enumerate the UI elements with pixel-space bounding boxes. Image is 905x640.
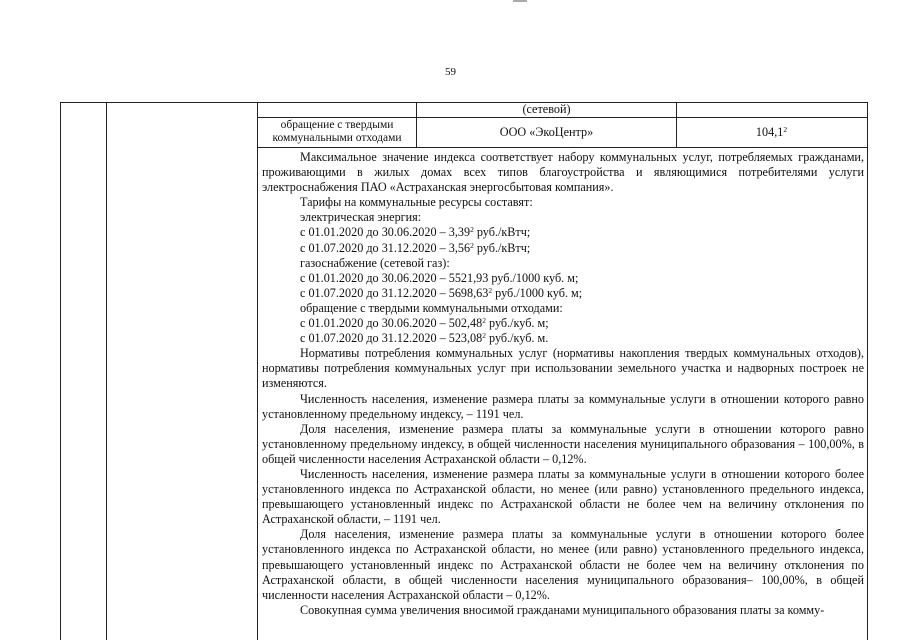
service-line-1: обращение с твердыми: [280, 119, 394, 131]
gas-title: газоснабжение (сетевой газ):: [300, 255, 450, 270]
paragraph-population-1: Численность населения, изменение размера платы за коммунальные услуги в отношении которого равно установленному предельному индексу, – 1191 чел.: [262, 391, 864, 421]
scan-mark: [513, 0, 527, 2]
index-cell: [677, 126, 866, 139]
electricity-title: электрическая энергия:: [300, 210, 422, 225]
electricity-tariff-2: с 01.07.2020 до 31.12.2020 – 3,56$^2$ руб./кВтч;: [300, 240, 531, 255]
index-value: 104,1: [755, 125, 784, 139]
inner-row-border: [257, 117, 867, 118]
tariffs-intro: Тарифы на коммунальные ресурсы составят:: [300, 195, 533, 210]
service-line-2: коммунальными отходами: [272, 132, 402, 144]
waste-tariff-1: с 01.01.2020 до 30.06.2020 – 502,48$^2$ руб./куб. м;: [300, 316, 549, 331]
paragraph-total: Совокупная сумма увеличения вносимой гражданами муниципального образования платы за комму-: [300, 602, 825, 617]
paragraph-norms: Нормативы потребления коммунальных услуг (нормативы накопления твердых коммунальных отходов), нормативы потребления коммунальных услуг при использовании земельного участка и надворных построек не изменяются.: [262, 346, 864, 391]
document-body: [262, 150, 864, 618]
col-divider-2: [257, 102, 258, 640]
waste-title: обращение с твердыми коммунальными отходами:: [300, 300, 563, 315]
provider-cell: ООО «ЭкоЦентр»: [499, 125, 594, 139]
index-footnote: 2: [783, 125, 788, 134]
service-cell-network: (сетевой): [522, 102, 571, 116]
electricity-tariff-1: с 01.01.2020 до 30.06.2020 – 3,39$^2$ руб./кВтч;: [300, 225, 531, 240]
paragraph-population-2: Численность населения, изменение размера платы за коммунальные услуги в отношении которого более установленного индекса по Астраханской области, но менее (или равно) установленного предельного индекса, превышающего установленный индекс по Астраханской области не более чем на величину отклонения по Астраханской области, – 1191 чел.: [262, 466, 864, 527]
paragraph-max-index: Максимальное значение индекса соответствует набору коммунальных услуг, потребляемых гражданами, проживающими в жилых домах всех типов благоустройства и являющимися потребителями услуги электроснабжения ПАО «Астраханская энергосбытовая компания».: [262, 150, 864, 195]
paragraph-share-1: Доля населения, изменение размера платы за коммунальные услуги в отношении которого равно установленному предельному индексу, в общей численности населения муниципального образования – 100,00%, в общей численности населения Астраханской области – 0,12%.: [262, 421, 864, 466]
gas-tariff-2: с 01.07.2020 до 31.12.2020 – 5698,63$^2$ руб./1000 куб. м;: [300, 285, 583, 300]
col-divider-1: [106, 102, 107, 640]
inner-bottom-border: [257, 147, 867, 148]
inner-divider-2: [676, 102, 677, 147]
service-cell-waste: [258, 119, 416, 145]
gas-tariff-1: с 01.01.2020 до 30.06.2020 – 5521,93 руб./1000 куб. м;: [300, 270, 579, 285]
page-number: 59: [445, 66, 456, 78]
waste-tariff-2: с 01.07.2020 до 31.12.2020 – 523,08$^2$ руб./куб. м.: [300, 331, 549, 346]
paragraph-share-2: Доля населения, изменение размера платы за коммунальные услуги в отношении которого более установленного индекса по Астраханской области, но менее (или равно) установленного предельного индекса, превышающего установленный индекс по Астраханской области не более чем на величину отклонения по Астраханской области, в общей численности населения муниципального образования– 100,00%, в общей численности населения Астраханской области – 0,12%.: [262, 527, 864, 602]
